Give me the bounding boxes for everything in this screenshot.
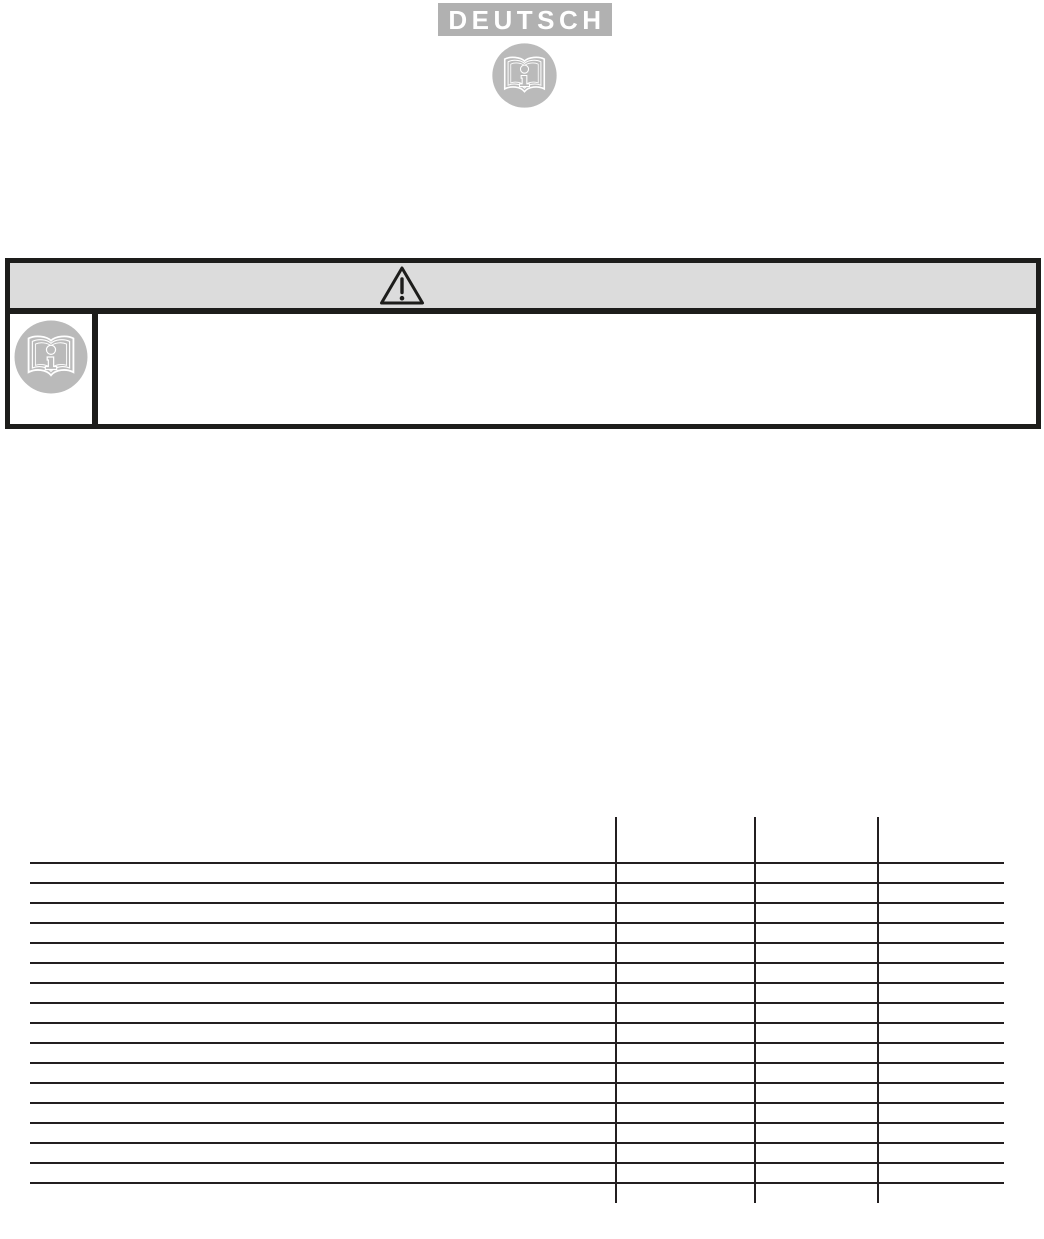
table-cell: [616, 1183, 755, 1203]
table-cell: [755, 963, 878, 983]
table-cell: [755, 943, 878, 963]
table-row: [30, 903, 1004, 923]
table-cell: [878, 1023, 1004, 1043]
table-cell: [878, 963, 1004, 983]
table-cell: [616, 903, 755, 923]
warning-triangle-icon: [379, 265, 425, 306]
table-cell: [30, 883, 616, 903]
table-cell: [755, 903, 878, 923]
table-row: [30, 1143, 1004, 1163]
table-cell: [755, 863, 878, 883]
table-cell: [755, 1143, 878, 1163]
table-cell: [30, 1123, 616, 1143]
table-cell: [878, 1123, 1004, 1143]
table-cell: [878, 817, 1004, 863]
table-cell: [755, 1003, 878, 1023]
table-cell: [755, 983, 878, 1003]
table-cell: [616, 983, 755, 1003]
table-cell: [755, 1123, 878, 1143]
table-cell: [616, 943, 755, 963]
table-cell: [30, 1003, 616, 1023]
table-cell: [755, 883, 878, 903]
table-cell: [30, 1043, 616, 1063]
table-cell: [878, 1043, 1004, 1063]
table-cell: [616, 1163, 755, 1183]
spec-table-body: [30, 817, 1004, 1203]
table-cell: [616, 1063, 755, 1083]
table-cell: [878, 943, 1004, 963]
table-cell: [616, 817, 755, 863]
table-cell: [878, 983, 1004, 1003]
table-row: [30, 1063, 1004, 1083]
table-cell: [878, 1183, 1004, 1203]
table-cell: [878, 923, 1004, 943]
table-cell: [878, 1083, 1004, 1103]
table-cell: [616, 1083, 755, 1103]
table-row: [30, 983, 1004, 1003]
table-cell: [878, 1163, 1004, 1183]
data-table: [30, 817, 1004, 1203]
read-manual-icon: [491, 42, 558, 109]
table-cell: [30, 983, 616, 1003]
table-row: [30, 1163, 1004, 1183]
table-cell: [30, 1103, 616, 1123]
table-row: [30, 1103, 1004, 1123]
read-manual-icon: [13, 319, 89, 395]
table-row: [30, 1023, 1004, 1043]
table-cell: [30, 863, 616, 883]
notice-text-area: [98, 314, 1036, 424]
table-cell: [755, 1063, 878, 1083]
table-row: [30, 1123, 1004, 1143]
table-cell: [616, 1123, 755, 1143]
table-cell: [30, 903, 616, 923]
table-row: [30, 943, 1004, 963]
table-row: [30, 1003, 1004, 1023]
table-cell: [755, 1023, 878, 1043]
table-header-row: [30, 817, 1004, 863]
table-cell: [878, 1003, 1004, 1023]
table-cell: [878, 1103, 1004, 1123]
table-cell: [755, 817, 878, 863]
table-cell: [30, 1143, 616, 1163]
table-cell: [616, 1003, 755, 1023]
table-row: [30, 863, 1004, 883]
table-cell: [878, 863, 1004, 883]
table-cell: [755, 1183, 878, 1203]
table-cell: [878, 903, 1004, 923]
table-cell: [616, 1023, 755, 1043]
table-cell: [616, 863, 755, 883]
table-cell: [878, 883, 1004, 903]
table-cell: [616, 1143, 755, 1163]
table-cell: [878, 1063, 1004, 1083]
table-cell: [30, 963, 616, 983]
table-cell: [30, 1163, 616, 1183]
manual-icon-cell: [10, 314, 98, 424]
table-cell: [616, 1043, 755, 1063]
table-cell: [878, 1143, 1004, 1163]
table-cell: [755, 1103, 878, 1123]
table-cell: [616, 963, 755, 983]
table-cell: [616, 923, 755, 943]
table-row: [30, 963, 1004, 983]
table-cell: [30, 1063, 616, 1083]
warning-notice-box: [5, 258, 1041, 429]
table-row: [30, 1043, 1004, 1063]
warning-banner: [10, 263, 1036, 314]
table-cell: [616, 1103, 755, 1123]
table-row: [30, 883, 1004, 903]
table-cell: [755, 923, 878, 943]
table-cell: [30, 817, 616, 863]
table-cell: [755, 1043, 878, 1063]
table-cell: [30, 1183, 616, 1203]
table-row: [30, 1083, 1004, 1103]
notice-body-row: [10, 314, 1036, 424]
table-row: [30, 923, 1004, 943]
table-cell: [755, 1163, 878, 1183]
table-row: [30, 1183, 1004, 1203]
table-cell: [616, 883, 755, 903]
table-cell: [30, 943, 616, 963]
language-badge: DEUTSCH: [438, 3, 612, 36]
table-cell: [30, 1023, 616, 1043]
table-cell: [30, 923, 616, 943]
table-cell: [30, 1083, 616, 1103]
table-cell: [755, 1083, 878, 1103]
